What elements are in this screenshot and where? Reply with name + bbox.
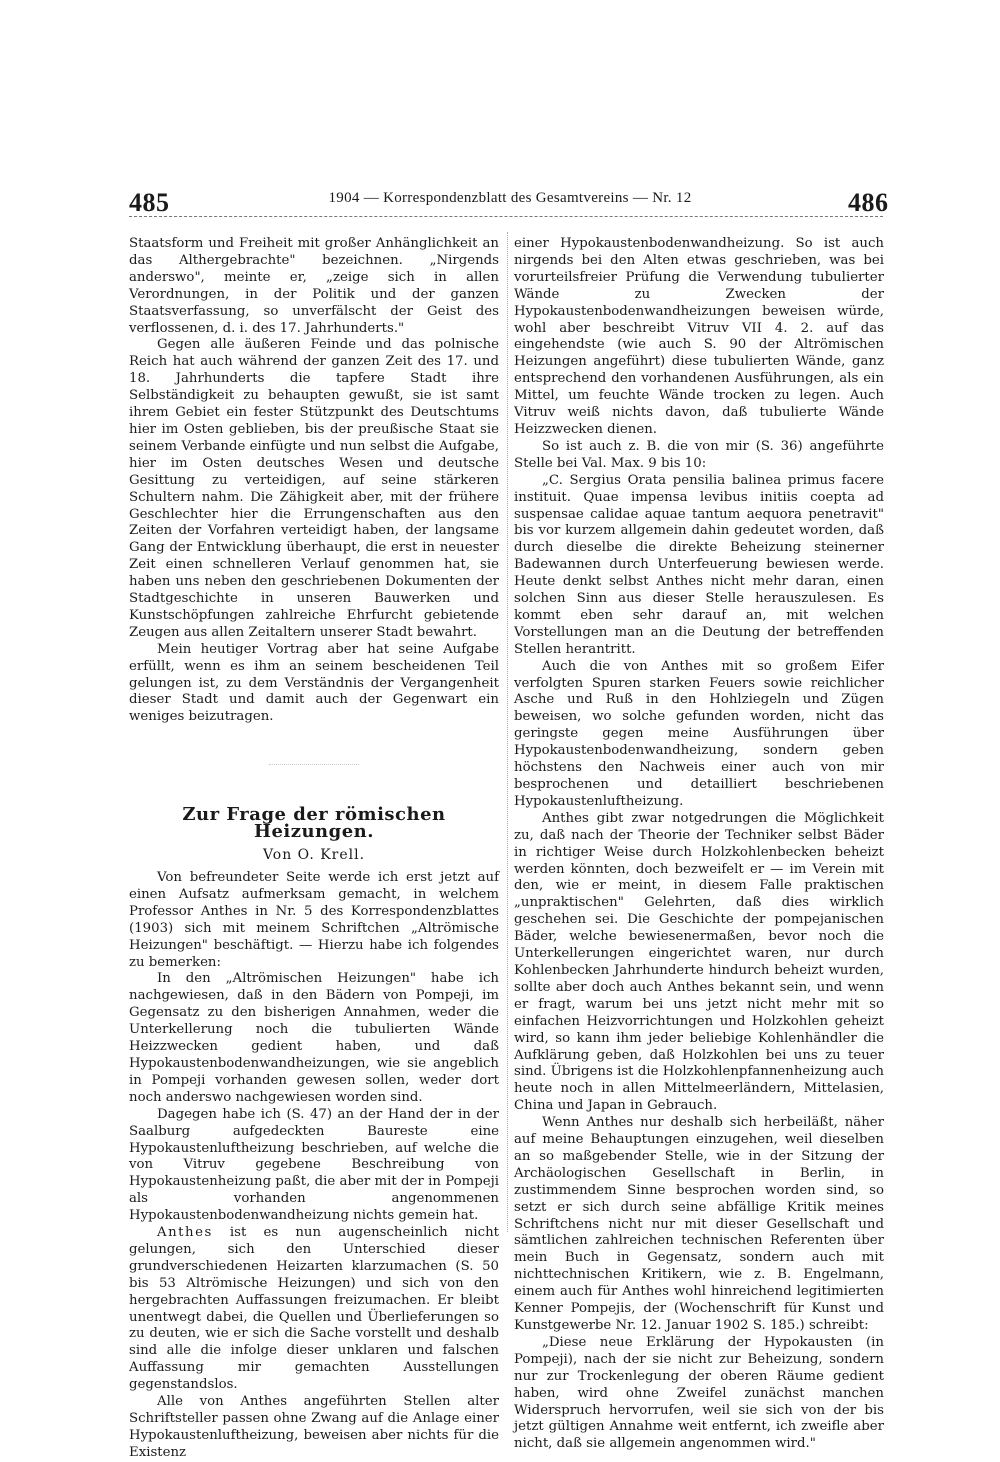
paragraph: Von befreundeter Seite werde ich erst jetzt auf einen Aufsatz aufmerksam gemacht, in welchem Professor Anthes in Nr. 5 des Korrespondenzblattes (1903) sich mit meinem Schriftchen „Altrömische Heizungen" beschäftigt. — Hierzu habe ich folgendes zu bemerken: <box>129 870 499 970</box>
article-title: Zur Frage der römischen Heizungen. <box>182 804 446 843</box>
block-quotation: „Diese neue Erklärung der Hypokausten (in Pompeji), nach der sie nicht zur Beheizung, sondern nur zur Trockenlegung der oberen Räume gedient haben, wird ohne Zweifel zunächst manchen Widerspruch hervorrufen, weil sie sich von der bis jetzt gültigen Annahme weit entfernt, ich zweifle aber nicht, daß sie allgemein angenommen wird." <box>514 1334 884 1452</box>
paragraph: Dagegen habe ich (S. 47) an der Hand der in der Saalburg aufgedeckten Baureste eine Hypokaustenluftheizung beschrieben, auf welche die von Vitruv gegebene Beschreibung von Hypokaustenheizung paßt, die aber mit der in Pompeji als vorhanden angenommenen Hypokaustenbodenwandheizung nichts gemein hat. <box>129 1106 499 1224</box>
section-divider <box>269 764 359 765</box>
latin-quotation: „C. Sergius Orata pensilia balinea primus facere instituit. Quae impensa levibus initiis coepta ad suspensae calidae aquae tantum aequora penetravit" bis vor kurzem allgemein dahin gedeutet worden, daß durch dieselbe die direkte Beheizung steinerner Badewannen durch Unterfeuerung bewiesen werde. Heute denkt selbst Anthes nicht mehr daran, einen solchen Sinn aus dieser Stelle herauszulesen. Es kommt eben sehr darauf an, mit welchen Vorstellungen man an die Deutung der betreffenden Stellen herantritt. <box>514 472 884 657</box>
article-author: Von O. Krell. <box>262 847 366 864</box>
page-number-left: 485 <box>129 188 170 217</box>
paragraph: Staatsform und Freiheit mit großer Anhänglichkeit an das Althergebrachte" bezeichnen. „Nirgends anderswo", meinte er, „zeige sich in allen Verordnungen, in der Politik und der ganzen Staatsverfassung, so unverfälscht der Geist des verflossenen, d. i. des 17. Jahrhunderts." <box>129 236 499 336</box>
paragraph: So ist auch z. B. die von mir (S. 36) angeführte Stelle bei Val. Max. 9 bis 10: <box>514 438 884 471</box>
header-rule <box>129 216 883 217</box>
paragraph <box>129 1225 499 1394</box>
emphasized-name: Anthes <box>157 1225 213 1241</box>
paragraph: Auch die von Anthes mit so großem Eifer verfolgten Spuren starken Feuers sowie reichlicher Asche und Ruß in den Hohlziegeln und Zügen beweisen, wo solche gefunden worden, nicht das geringste gegen meine Ausführungen über Hypokaustenbodenwandheizung, sondern geben höchstens den Nachweis einer auch von mir besprochenen und detailliert beschriebenen Hypokaustenluftheizung. <box>514 658 884 809</box>
paragraph-text: ist es nun augenscheinlich nicht gelungen, sich den Unterschied dieser grundverschiedenen Heizarten klarzumachen (S. 50 bis 53 Altrömische Heizungen) und sich von den hergebrachten Auffassungen freizumachen. Er bleibt unentwegt dabei, die Quellen und Überlieferungen so zu deuten, wie er sich die Sache vorstellt und deshalb sind alle die infolge dieser unklaren und falschen Auffassung mir gemachten Ausstellungen gegenstandslos. <box>129 1225 499 1393</box>
paragraph: Anthes gibt zwar notgedrungen die Möglichkeit zu, daß nach der Theorie der Techniker selbst Bäder in richtiger Weise durch Holzkohlenbecken beheizt werden könnten, doch bezweifelt er — im Verein mit den, wie er meint, in diesem Falle praktischen „unpraktischen" Gelehrten, daß dies wirklich geschehen sei. Die Geschichte der pompejanischen Bäder, welche bewiesenermaßen, bevor noch die Unterkellerungen eingerichtet waren, nur durch Kohlenbecken Jahrhunderte hindurch beheizt wurden, sollte aber doch auch Anthes bekannt sein, und wenn er fragt, warum bei uns jetzt nicht mehr mit so einfachen Heizvorrichtungen und Holzkohlen geheizt wird, so kann ihm jeder beliebige Kohlenhändler die Aufklärung geben, daß Holzkohlen bei uns zu teuer sind. Übrigens ist die Holzkohlenpfannenheizung auch heute noch in allen Mittelmeerländern, Mittelasien, China und Japan in Gebrauch. <box>514 810 884 1114</box>
running-header: 1904 — Korrespondenzblatt des Gesamtvereins — Nr. 12 <box>328 190 692 206</box>
page-number-right: 486 <box>848 188 889 217</box>
paragraph: Gegen alle äußeren Feinde und das polnische Reich hat auch während der ganzen Zeit des 17. und 18. Jahrhunderts die tapfere Stadt ihre Selbständigkeit zu behaupten gewußt, sie ist samt ihrem Gebiet ein fester Stützpunkt des Deutschtums hier im Osten geblieben, bis der preußische Staat sie seinem Verbande einfügte und nun selbst die Aufgabe, hier im Osten deutsches Wesen und deutsche Gesittung zu verteidigen, auf seine stärkeren Schultern nahm. Die Zähigkeit aber, mit der frühere Geschlechter hier die Errungenschaften aus den Zeiten der Vorfahren verteidigt haben, der langsame Gang der Entwicklung überhaupt, die erst in neuester Zeit einen schnelleren Verlauf genommen hat, sie haben uns neben den geschriebenen Dokumenten der Stadtgeschichte in unseren Bauwerken und Kunstschöpfungen zahlreiche Ehrfurcht gebietende Zeugen aus allen Zeitaltern unserer Stadt bewahrt. <box>129 337 499 640</box>
paragraph: Mein heutiger Vortrag aber hat seine Aufgabe erfüllt, wenn es ihm an seinem bescheidenen Teil gelungen ist, zu dem Verständnis der Vergangenheit dieser Stadt und damit auch der Gegenwart ein weniges beizutragen. <box>129 641 499 725</box>
paragraph: Alle von Anthes angeführten Stellen alter Schriftsteller passen ohne Zwang auf die Anlage einer Hypokaustenluftheizung, beweisen aber nichts für die Existenz <box>129 1394 499 1460</box>
left-column <box>129 236 499 1462</box>
paragraph: In den „Altrömischen Heizungen" habe ich nachgewiesen, daß in den Bädern von Pompeji, im Gegensatz zu den bisherigen Annahmen, weder die Unterkellerung noch die tubulierten Wände Heizzwecken gedient haben, und daß Hypokaustenbodenwandheizungen, wie sie angeblich in Pompeji vorhanden gewesen sollen, weder dort noch anderswo nachgewiesen worden sind. <box>129 971 499 1105</box>
paragraph: einer Hypokaustenbodenwandheizung. So ist auch nirgends bei den Alten etwas geschrieben, was bei vorurteilsfreier Prüfung die Verwendung tubulierter Wände zu Zwecken der Hypokaustenbodenwandheizungen beweisen würde, wohl aber beschreibt Vitruv VII 4. 2. auf das eingehendste (wie auch S. 90 der Altrömischen Heizungen angeführt) diese tubulierten Wände, ganz entsprechend den vorhandenen Ausführungen, als ein Mittel, um feuchte Wände trocken zu legen. Auch Vitruv weiß nichts davon, daß tubulierte Wände Heizzwecken dienen. <box>514 236 884 437</box>
right-column <box>514 236 884 1453</box>
column-divider <box>507 232 508 1232</box>
paragraph: Wenn Anthes nur deshalb sich herbeiläßt, näher auf meine Behauptungen einzugehen, weil dieselben an so maßgebender Stelle, wie in der Sitzung der Archäologischen Gesellschaft in Berlin, in zustimmendem Sinne besprochen worden sind, so setzt er sich durch seine abfällige Kritik meines Schriftchens nicht nur mit dieser Gesellschaft und sämtlichen zahlreichen technischen Referenten über mein Buch in Gegensatz, sondern auch mit nichttechnischen Kritikern, wie z. B. Engelmann, einem auch für Anthes wohl hinreichend legitimierten Kenner Pompejis, der (Wochenschrift für Kunst und Kunstgewerbe Nr. 12. Januar 1902 S. 185.) schreibt: <box>514 1115 884 1333</box>
